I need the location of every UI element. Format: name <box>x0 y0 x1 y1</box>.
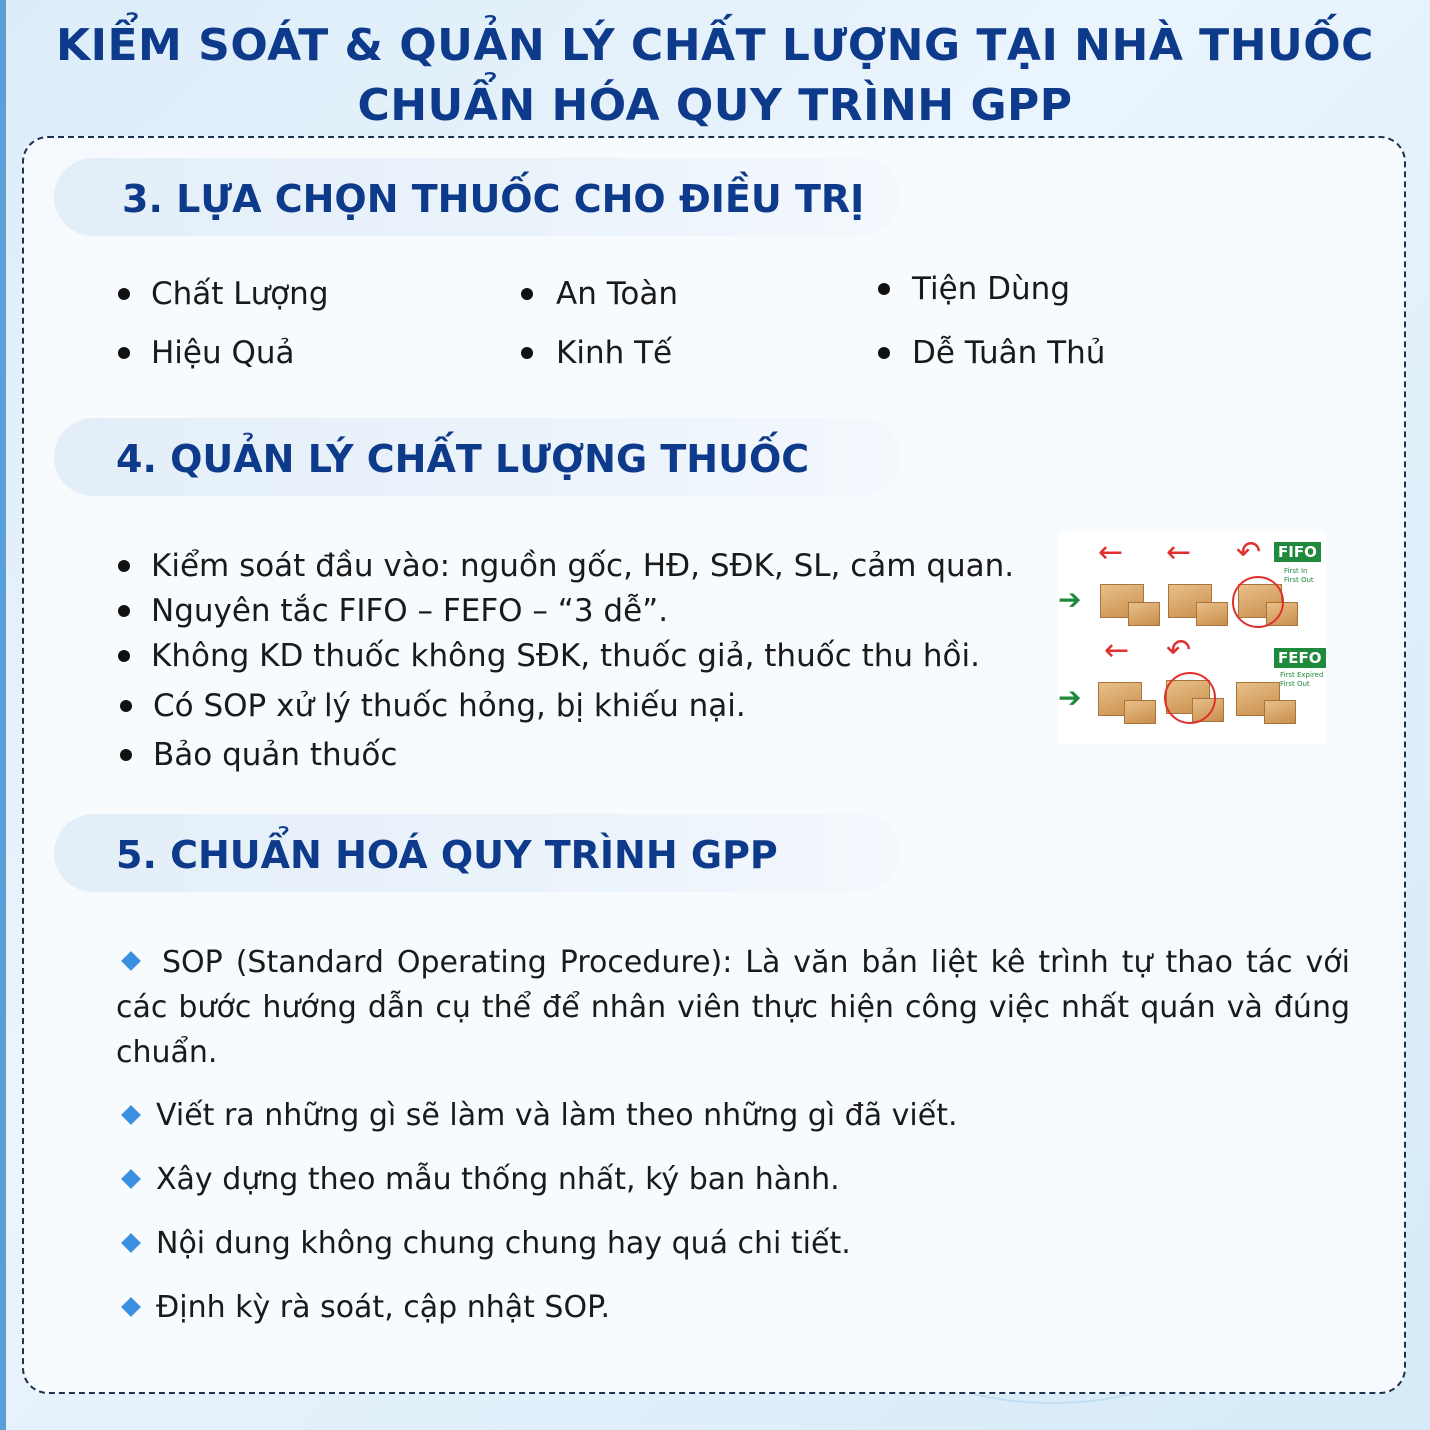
highlight-circle-icon <box>1232 576 1284 628</box>
fifo-label: FIFO <box>1274 542 1321 562</box>
bullet-dot <box>521 288 533 300</box>
bullet-dot <box>118 288 130 300</box>
list-item: Định kỳ rà soát, cập nhật SOP. <box>156 1290 611 1325</box>
box-icon <box>1124 700 1156 724</box>
list-item: Chất Lượng <box>151 276 329 312</box>
list-item: An Toàn <box>556 276 678 312</box>
right-arrow-icon: ➔ <box>1058 583 1082 616</box>
fefo-sublabel: First Out <box>1280 680 1310 688</box>
right-arrow-icon: ➔ <box>1058 681 1082 714</box>
bullet-dot <box>118 605 130 617</box>
left-accent-bar <box>0 0 6 1430</box>
section-5-title: 5. CHUẨN HOÁ QUY TRÌNH GPP <box>116 833 778 877</box>
list-item: Bảo quản thuốc <box>153 737 398 773</box>
curved-arrow-icon: ↶ <box>1166 633 1192 668</box>
bullet-dot <box>120 749 132 761</box>
bullet-dot <box>878 347 890 359</box>
curved-arrow-icon: ↶ <box>1236 535 1262 570</box>
section-3-title: 3. LỰA CHỌN THUỐC CHO ĐIỀU TRỊ <box>122 177 865 221</box>
sop-definition-paragraph: SOP (Standard Operating Procedure): Là văn bản liệt kê trình tự thao tác với các bước hướng dẫn cụ thể để nhân viên thực hiện công việc nhất quán và đúng chuẩn. <box>116 945 1350 1070</box>
left-arrow-icon: ← <box>1098 535 1124 570</box>
list-item: Kinh Tế <box>556 335 673 371</box>
box-icon <box>1264 700 1296 724</box>
box-icon <box>1196 602 1228 626</box>
bullet-dot <box>521 347 533 359</box>
list-item: Nguyên tắc FIFO – FEFO – “3 dễ”. <box>151 593 669 629</box>
highlight-circle-icon <box>1164 672 1216 724</box>
fifo-fefo-illustration <box>1058 532 1326 744</box>
page-title-line2: CHUẨN HÓA QUY TRÌNH GPP <box>357 80 1073 131</box>
bullet-dot <box>120 700 132 712</box>
list-item: Nội dung không chung chung hay quá chi tiết. <box>156 1226 851 1261</box>
list-item: Xây dựng theo mẫu thống nhất, ký ban hành. <box>156 1162 840 1197</box>
page-title-line1: KIỂM SOÁT & QUẢN LÝ CHẤT LƯỢNG TẠI NHÀ THUỐC <box>56 20 1374 71</box>
fifo-sublabel: First Out <box>1284 576 1314 584</box>
list-item: Hiệu Quả <box>151 335 295 371</box>
list-item: Tiện Dùng <box>912 271 1071 307</box>
left-arrow-icon: ← <box>1104 633 1130 668</box>
list-item: Dễ Tuân Thủ <box>912 335 1106 371</box>
bullet-dot <box>118 650 130 662</box>
left-arrow-icon: ← <box>1166 535 1192 570</box>
list-item: Viết ra những gì sẽ làm và làm theo những gì đã viết. <box>156 1098 958 1133</box>
fefo-label: FEFO <box>1274 648 1326 668</box>
box-icon <box>1128 602 1160 626</box>
bullet-dot <box>118 347 130 359</box>
list-item: Không KD thuốc không SĐK, thuốc giả, thuốc thu hồi. <box>151 638 980 674</box>
list-item: Có SOP xử lý thuốc hỏng, bị khiếu nại. <box>153 688 746 724</box>
fefo-sublabel: First Expired <box>1280 671 1324 679</box>
page-title <box>0 16 1430 136</box>
bullet-dot <box>878 283 890 295</box>
fifo-sublabel: First In <box>1284 567 1308 575</box>
bullet-dot <box>118 560 130 572</box>
section-4-title: 4. QUẢN LÝ CHẤT LƯỢNG THUỐC <box>116 437 810 481</box>
list-item: Kiểm soát đầu vào: nguồn gốc, HĐ, SĐK, SL, cảm quan. <box>151 548 1015 584</box>
